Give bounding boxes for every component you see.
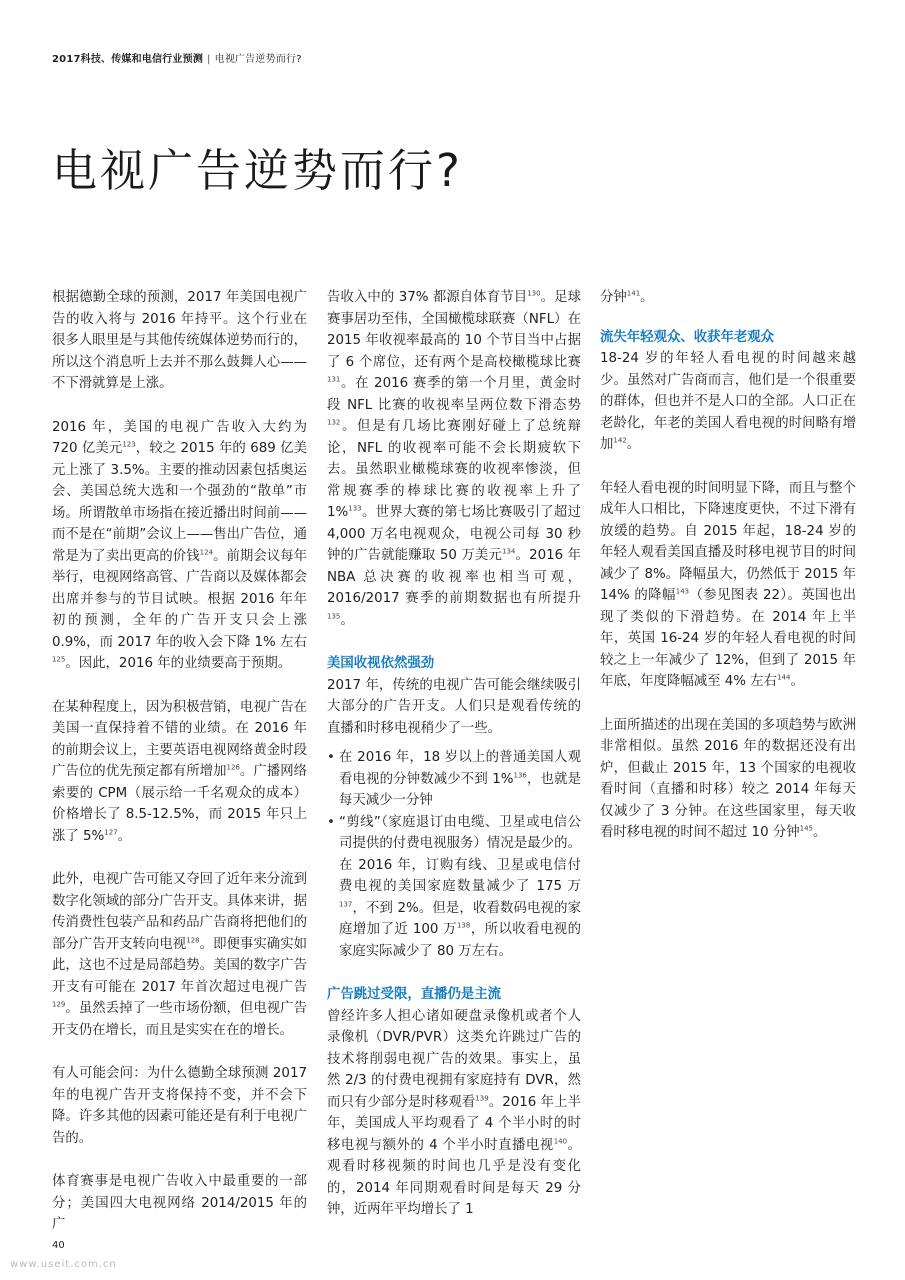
footnote-ref: 130 (527, 289, 541, 298)
watermark: www.useit.com.cn (10, 1259, 117, 1270)
paragraph: 分钟$^{141}$。 (600, 289, 654, 305)
footnote-ref: 126 (226, 763, 240, 772)
footnote-ref: 138 (456, 921, 471, 930)
list-item: • “剪线”（家庭退订由电缆、卫星或电信公司提供的付费电视服务）情况是最少的。在 2016 年，订购有线、卫星或电信付费电视的美国家庭数量减少了 175 万$^{137}$，不到 2%。但是，收看数码电视的家庭增加了近 100 万$^{138}$，所以收看电视的家庭实际减少了 80 万左右。 (327, 812, 581, 963)
section-heading: 广告跳过受限，直播仍是主流 (327, 987, 502, 1002)
footnote-ref: 142 (613, 436, 627, 445)
paragraph: 2017 年，传统的电视广告可能会继续吸引大部分的广告开支。人们只是观看传统的直播和时移电视稍少了一些。 (327, 677, 581, 736)
text-column-1 (52, 287, 307, 1236)
footnote-ref: 135 (327, 612, 341, 621)
footnote-ref: 145 (799, 824, 814, 833)
footnote-ref: 132 (327, 418, 341, 427)
footnote-ref: 123 (122, 440, 136, 449)
footnote-ref: 131 (327, 375, 341, 384)
paragraph: 年轻人看电视的时间明显下降，而且与整个成年人口相比，下降速度更快，不过下滑有放缓的趋势。自 2015 年起，18-24 岁的年轻人观看美国直播及时移电视节目的时间减少了 8%。降幅虽大，仍然低于 2015 年 14% 的降幅$^{143}$（参见图表 22）。英国也出现了类似的下滑趋势。在 2014 年上半年，英国 16-24 岁的年轻人看电视的时间较之上一年减少了 12%，但到了 2015 年年底，年度降幅减至 4% 左右$^{144}$。 (600, 480, 856, 689)
page-number: 40 (52, 1240, 65, 1251)
footnote-ref: 127 (104, 828, 118, 837)
bullet-icon: • (327, 750, 335, 765)
footnote-ref: 125 (52, 655, 66, 664)
bullet-list (327, 747, 581, 962)
paragraph: 上面所描述的出现在美国的多项趋势与欧洲非常相似。虽然 2016 年的数据还没有出炉，但截止 2015 年，13 个国家的电视收看时间（直播和时移）较之 2014 年每天仅减少了 3 分钟。在这些国家里，每天收看时移电视的时间不超过 10 分钟$^{145}$。 (600, 717, 856, 840)
bullet-icon: • (327, 814, 335, 830)
paragraph: 曾经许多人担心诸如硬盘录像机或者个人录像机（DVR/PVR）这类允许跳过广告的技术将削弱电视广告的效果。事实上，虽然 2/3 的付费电视拥有家庭持有 DVR，然而只有少部分是时移观看$^{139}$。2016 年上半年，美国成人平均观看了 4 个半小时的时移电视与额外的 4 个半小时直播电视$^{140}$。观看时移视频的时间也几乎是没有变化的，2014 年同期观看时间是每天 29 分钟，近两年平均增长了 1 (327, 1008, 581, 1217)
footnote-ref: 144 (777, 673, 791, 682)
footnote-ref: 124 (199, 548, 214, 557)
footnote-ref: 137 (339, 900, 353, 909)
footnote-ref: 134 (502, 547, 516, 556)
footnote-ref: 128 (186, 936, 200, 945)
paragraph: 体育赛事是电视广告收入中最重要的一部分；美国四大电视网络 2014/2015 年的广 (52, 1174, 307, 1232)
paragraph: 根据德勤全球的预测，2017 年美国电视广告的收入将与 2016 年持平。这个行业在很多人眼里是与其他传统媒体逆势而行的，所以这个消息听上去并不那么鼓舞人心——不下滑就算是上涨。 (52, 290, 307, 391)
header-section-title: 电视广告逆势而行? (214, 54, 302, 65)
running-header (52, 50, 302, 65)
report-title: 2017科技、传媒和电信行业预测 (52, 54, 204, 65)
footnote-ref: 140 (553, 1137, 568, 1146)
list-item: • 在 2016 年，18 岁以上的普通美国人观看电视的分钟数减少不到 1%$^{136}$，也就是每天减少一分钟 (327, 747, 581, 812)
text-column-2 (327, 287, 581, 1221)
footnote-ref: 129 (52, 1000, 66, 1009)
footnote-ref: 139 (475, 1094, 489, 1103)
footnote-ref: 133 (348, 504, 362, 513)
footnote-ref: 143 (675, 587, 690, 596)
footnote-ref: 141 (626, 289, 641, 298)
paragraph: 告收入中的 37% 都源自体育节目$^{130}$。足球赛事居功至伟，全国橄榄球联赛（NFL）在 2015 年收视率最高的 10 个节目当中占据了 6 个席位，还有两个是高校橄榄球比赛$^{131}$。在 2016 赛季的第一个月里，黄金时段 NFL 比赛的收视率呈两位数下滑态势$^{132}$。但是有几场比赛刚好碰上了总统辩论，NFL 的收视率可能不会长期疲软下去。虽然职业橄榄球赛的收视率惨淡，但常规赛季的棒球比赛的收视率上升了 1%$^{133}$。世界大赛的第七场比赛吸引了超过 4,000 万名电视观众，电视公司每 30 秒钟的广告就能赚取 50 万美元$^{134}$。2016 年 NBA 总决赛的收视率也相当可观，2016/2017 赛季的前期数据也有所提升$^{135}$。 (327, 289, 581, 628)
paragraph: 18-24 岁的年轻人看电视的时间越来越少。虽然对广告商而言，他们是一个很重要的群体，但也并不是人口的全部。人口正在老龄化，年老的美国人看电视的时间略有增加$^{142}$。 (600, 351, 856, 452)
footnote-ref: 136 (513, 771, 527, 780)
page-title: 电视广告逆势而行? (52, 144, 463, 197)
paragraph: 在某种程度上，因为积极营销，电视广告在美国一直保持着不错的业绩。在 2016 年的前期会议上，主要英语电视网络黄金时段广告位的优先预定都有所增加$^{126}$。广播网络索要的 CPM（展示给一千名观众的成本）价格增长了 8.5-12.5%，而 2015 年只上涨了 5%$^{127}$。 (52, 699, 308, 844)
section-heading: 美国收视依然强劲 (327, 656, 435, 671)
header-separator: | (207, 54, 211, 65)
paragraph: 此外，电视广告可能又夺回了近年来分流到数字化领域的部分广告开支。具体来讲，据传消费性包装产品和药品广告商将把他们的部分广告开支转向电视$^{128}$。即便事实确实如此，这也不过是局部趋势。美国的数字广告开支有可能在 2017 年首次超过电视广告$^{129}$。虽然丢掉了一些市场份额，但电视广告开支仍在增长，而且是实实在在的增长。 (52, 872, 308, 1038)
paragraph: 有人可能会问：为什么德勤全球预测 2017 年的电视广告开支将保持不变，并不会下降。许多其他的因素可能还是有利于电视广告的。 (52, 1066, 307, 1146)
paragraph: 2016 年，美国的电视广告收入大约为 720 亿美元$^{123}$，较之 2015 年的 689 亿美元上涨了 3.5%。主要的推动因素包括奥运会、美国总统大选和一个强劲的“散单”市场。所谓散单市场指在接近播出时间前——而不是在“前期”会议上——售出广告位，通常是为了卖出更高的价钱$^{124}$。前期会议每年举行，电视网络高管、广告商以及媒体都会出席并参与的节目试映。根据 2016 年年初的预测，全年的广告开支只会上涨 0.9%，而 2017 年的收入会下降 1% 左右$^{125}$。因此，2016 年的业绩要高于预期。 (52, 419, 308, 671)
section-heading: 流失年轻观众、收获年老观众 (600, 329, 775, 345)
text-column-3 (600, 287, 856, 844)
